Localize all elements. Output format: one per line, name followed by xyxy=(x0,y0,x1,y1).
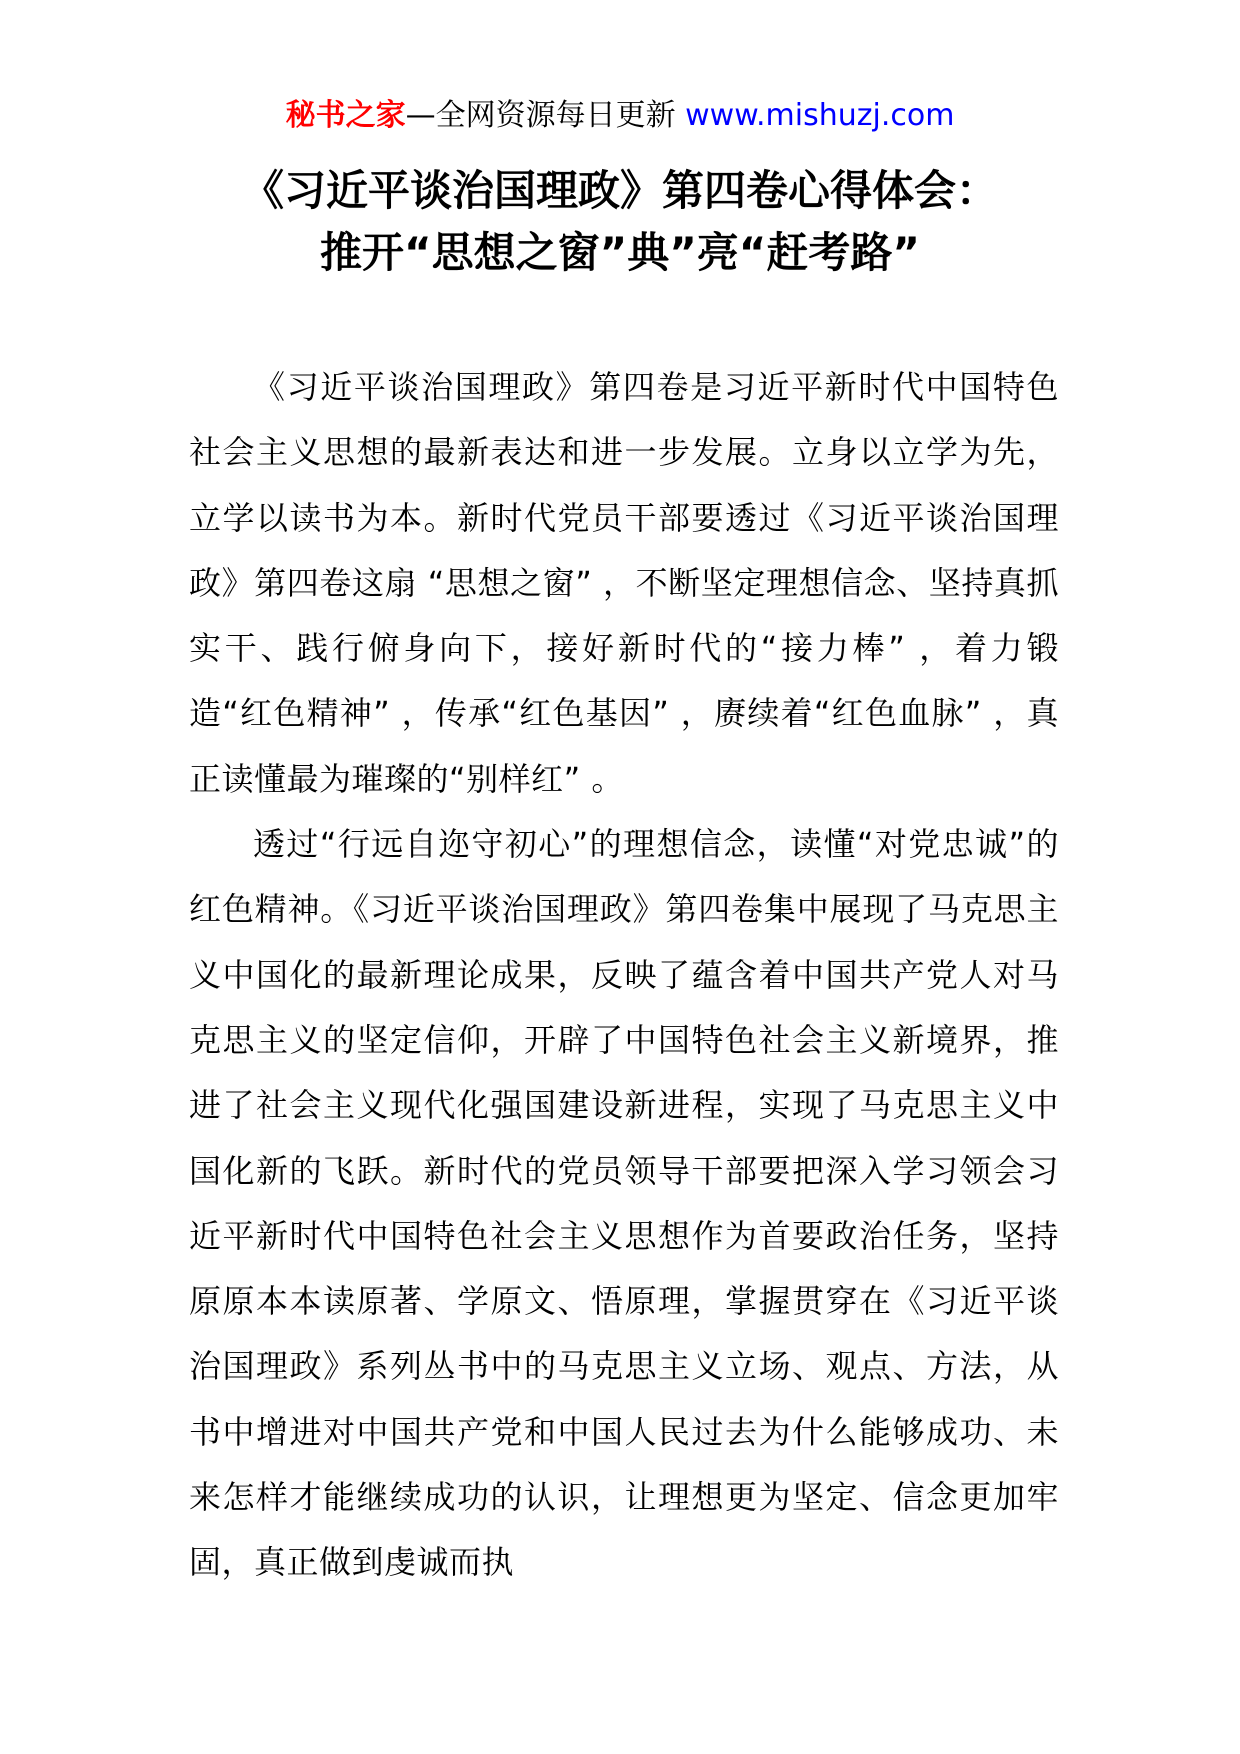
brand-name: 秘书之家 xyxy=(285,98,406,133)
paragraph: 《习近平谈治国理政》第四卷是习近平新时代中国特色社会主义思想的最新表达和进一步发展。立身以立学为先，立学以读书为本。新时代党员干部要透过《习近平谈治国理政》第四卷这扇 “思想之窗” ，不断坚定理想信念、坚持真抓实干、践行俯身向下，接好新时代的“接力棒” ，着力锻造“红色精神” ，传承“红色基因” ，赓续着“红色血脉” ，真正读懂最为璀璨的“别样红” 。 xyxy=(189,368,1059,798)
site-header xyxy=(0,96,1240,136)
title-line-2: 推开“思想之窗”典”亮“赶考路” xyxy=(319,228,921,277)
paragraph: 透过“行远自迩守初心”的理想信念，读懂“对党忠诚”的红色精神。《习近平谈治国理政》第四卷集中展现了马克思主义中国化的最新理论成果，反映了蕴含着中国共产党人对马克思主义的坚定信仰，开辟了中国特色社会主义新境界，推进了社会主义现代化强国建设新进程，实现了马克思主义中国化新的飞跃。新时代的党员领导干部要把深入学习领会习近平新时代中国特色社会主义思想作为首要政治任务，坚持原原本本读原著、学原文、悟原理，掌握贯穿在《习近平谈治国理政》系列丛书中的马克思主义立场、观点、方法，从书中增进对中国共产党和中国人民过去为什么能够成功、未来怎样才能继续成功的认识，让理想更为坚定、信念更加牢固，真正做到虔诚而执 xyxy=(189,825,1059,1582)
article-body xyxy=(189,355,1059,1596)
header-tagline: —全网资源每日更新 xyxy=(405,98,686,133)
site-url-link[interactable]: www.mishuzj.com xyxy=(685,98,955,133)
title-line-1: 《习近平谈治国理政》第四卷心得体会： xyxy=(241,166,998,215)
document-title xyxy=(60,160,1180,284)
